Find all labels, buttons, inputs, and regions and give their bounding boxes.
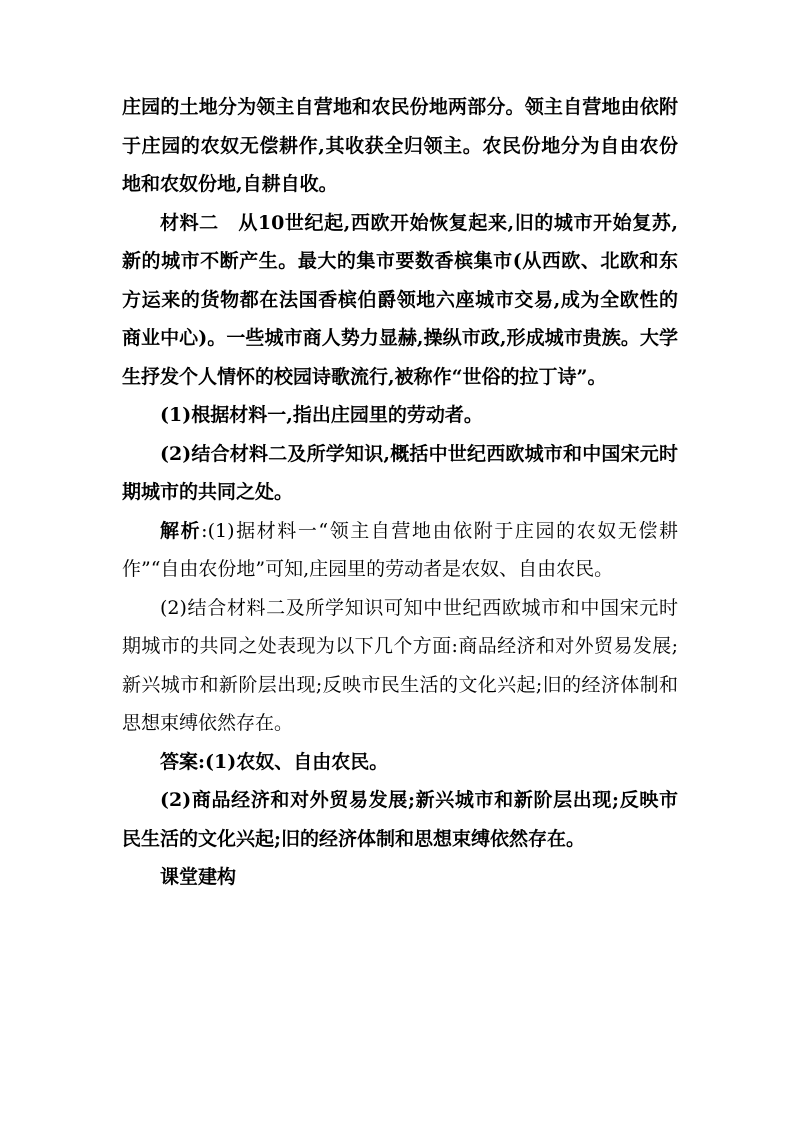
- document-page: [122, 88, 678, 897]
- question-1: (1)根据材料一,指出庄园里的劳动者。: [160, 404, 483, 426]
- answer-text-1: :(1)农奴、自由农民。: [198, 750, 389, 773]
- question-2: (2)结合材料二及所学知识,概括中世纪西欧城市和中国宋元时期城市的共同之处。: [122, 442, 678, 503]
- material2-paragraph: 材料二 从10世纪起,西欧开始恢复起来,旧的城市开始复苏,新的城市不断产生。最大的集市要数香槟集市(从西欧、北欧和东方运来的货物都在法国香槟伯爵领地六座城市交易,成为全欧性的商业中心)。一些城市商人势力显赫,操纵市政,形成城市贵族。大学生抒发个人情怀的校园诗歌流行,被称作“世俗的拉丁诗”。: [122, 211, 678, 388]
- answer-part-1: [122, 743, 678, 782]
- answer-part-2: (2)商品经济和对外贸易发展;新兴城市和新阶层出现;反映市民生活的文化兴起;旧的经济体制和思想束缚依然存在。: [122, 789, 678, 850]
- analysis-label: 解析: [160, 519, 202, 542]
- analysis-part-1: [122, 512, 678, 589]
- analysis-text-1: :(1)据材料一“领主自营地由依附于庄园的农奴无偿耕作”“自由农份地”可知,庄园里的劳动者是农奴、自由农民。: [122, 519, 678, 580]
- analysis-part-2: (2)结合材料二及所学知识可知中世纪西欧城市和中国宋元时期城市的共同之处表现为以下几个方面:商品经济和对外贸易发展;新兴城市和新阶层出现;反映市民生活的文化兴起;旧的经济体制和思想束缚依然存在。: [122, 596, 678, 734]
- material1-continuation: 庄园的土地分为领主自营地和农民份地两部分。领主自营地由依附于庄园的农奴无偿耕作,其收获全归领主。农民份地分为自由农份地和农奴份地,自耕自收。: [122, 96, 678, 195]
- section-heading: 课堂建构: [160, 866, 237, 888]
- answer-label: 答案: [160, 750, 199, 773]
